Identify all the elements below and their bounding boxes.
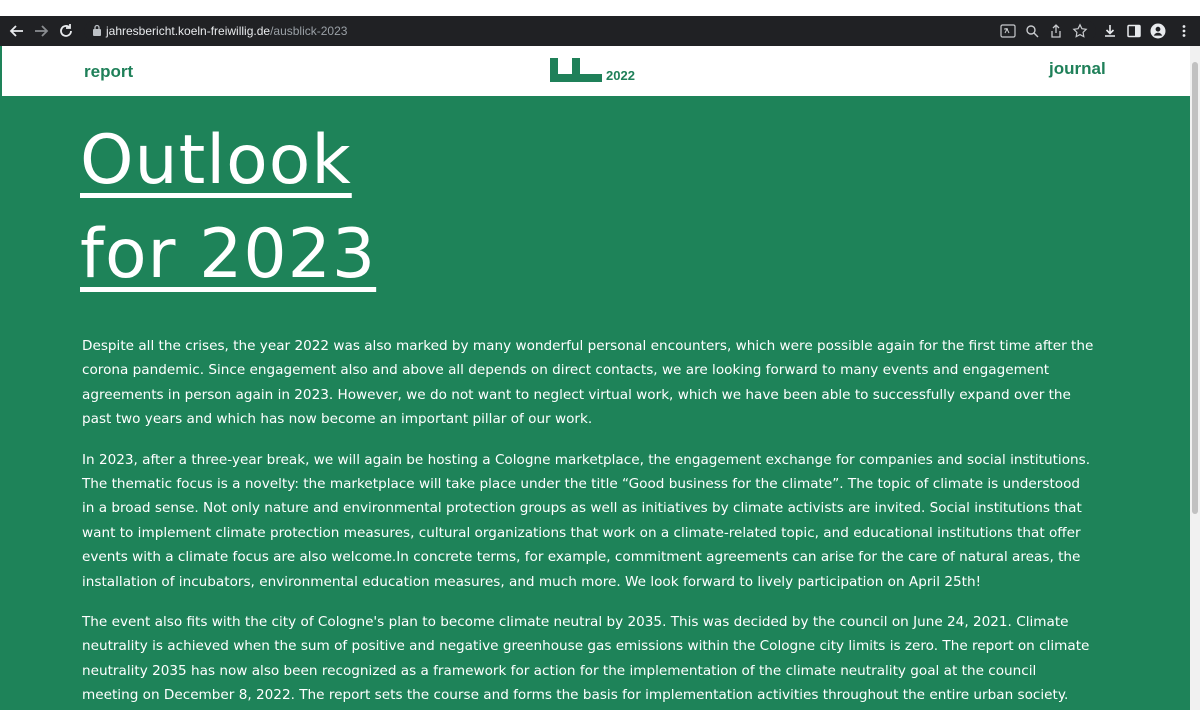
main-content bbox=[0, 96, 1190, 710]
journal-link[interactable]: journal bbox=[1049, 59, 1106, 78]
address-bar[interactable] bbox=[84, 20, 1096, 42]
lock-icon bbox=[92, 24, 102, 36]
share-icon[interactable] bbox=[1048, 23, 1064, 39]
reload-button[interactable] bbox=[57, 22, 75, 40]
url-path: /ausblick-2023 bbox=[270, 24, 348, 38]
top-strip bbox=[0, 0, 1200, 16]
bookmark-star-icon[interactable] bbox=[1072, 23, 1088, 39]
site-logo[interactable] bbox=[550, 58, 610, 82]
back-button[interactable] bbox=[8, 22, 26, 40]
page-scrollbar[interactable] bbox=[1190, 46, 1200, 710]
title-line-2: for 2023 bbox=[80, 215, 377, 294]
paragraph-1: Despite all the crises, the year 2022 was also marked by many wonderful personal encounters, which were possible again for the first time after the corona pandemic. Since engagement also and above all depends on direct contacts, we are looking forward to many events and engagement agreements in person again in 2023. However, we do not want to neglect virtual work, which we have been able to successfully expand over the past two years and which has now become an important pillar of our work. bbox=[82, 338, 1094, 428]
download-icon[interactable] bbox=[1102, 23, 1118, 39]
page-title bbox=[80, 114, 376, 302]
url-text bbox=[106, 22, 347, 40]
reload-icon bbox=[57, 22, 75, 40]
paragraph-2: In 2023, after a three-year break, we will again be hosting a Cologne marketplace, the engagement exchange for companies and social institutions. The thematic focus is a novelty: the marketplace will take place under the title “Good business for the climate”. The topic of climate is understood in a broad sense. Not only nature and environmental protection groups as well as initiatives by climate activists are invited. Social institutions that want to implement climate protection measures, cultural organizations that work on a climate-related topic, and educational institutions that offer events with a climate focus are also welcome.In concrete terms, for example, commitment agreements can arise for the care of natural areas, the installation of incubators, environmental education measures, and much more. We look forward to lively participation on April 25th! bbox=[82, 451, 1091, 590]
title-line-1: Outlook bbox=[80, 121, 352, 200]
article-body bbox=[82, 334, 1096, 710]
arrow-left-icon bbox=[8, 22, 26, 40]
site-header bbox=[0, 46, 1200, 96]
logo-year: 2022 bbox=[606, 68, 635, 83]
menu-kebab-icon[interactable] bbox=[1176, 23, 1192, 39]
profile-avatar-icon[interactable] bbox=[1150, 23, 1166, 39]
arrow-right-icon bbox=[32, 22, 50, 40]
bottom-strip bbox=[0, 710, 1200, 728]
report-link[interactable]: report bbox=[84, 62, 134, 81]
zoom-icon[interactable] bbox=[1024, 23, 1040, 39]
url-host: jahresbericht.koeln-freiwillig.de bbox=[106, 24, 271, 38]
side-panel-icon[interactable] bbox=[1126, 23, 1142, 39]
scrollbar-thumb[interactable] bbox=[1192, 62, 1198, 514]
translate-icon[interactable] bbox=[1000, 23, 1016, 39]
forward-button[interactable] bbox=[32, 22, 50, 40]
paragraph-3: The event also fits with the city of Cologne's plan to become climate neutral by 2035. This was decided by the council on June 24, 2021. Climate neutrality is achieved when the sum of positive and negative greenhouse gas emissions within the Cologne city limits is zero. The report on climate neutrality 2035 has now also been recognized as a framework for action for the implementation of the climate neutrality goal at the council meeting on December 8, 2022. The report sets the course and forms the basis for implementation activities throughout the entire urban society. bbox=[82, 614, 1090, 704]
browser-toolbar bbox=[0, 16, 1200, 46]
